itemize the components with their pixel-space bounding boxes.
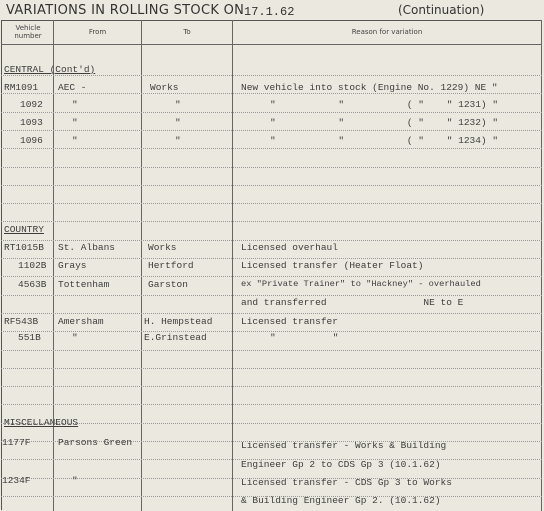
- table-row-reason: ex "Private Trainer" to "Hackney" - overhauled: [241, 279, 481, 289]
- table-row-from: St. Albans: [58, 242, 116, 253]
- ruled-line: [1, 368, 542, 369]
- table-row-to: Works: [148, 242, 177, 253]
- ruled-line: [1, 404, 542, 405]
- header-rule: [1, 44, 542, 45]
- table-row-vehicle: 1234F: [2, 475, 31, 486]
- ruled-line: [1, 276, 542, 277]
- table-row-vehicle: 1093: [20, 117, 43, 128]
- table-row-reason: New vehicle into stock (Engine No. 1229) NE ": [241, 82, 498, 93]
- ruled-line: [1, 203, 542, 204]
- table-row-to: ": [175, 117, 181, 128]
- document-date: 17.1.62: [244, 5, 295, 19]
- ruled-line: [1, 130, 542, 131]
- table-row-from: ": [72, 117, 78, 128]
- table-row-reason: & Building Engineer Gp 2. (10.1.62): [241, 495, 441, 506]
- table-row-from: ": [72, 99, 78, 110]
- table-row-to: H. Hempstead: [144, 316, 213, 327]
- table-row-reason: and transferred NE to E: [241, 297, 464, 308]
- ruled-line: [1, 386, 542, 387]
- table-row-to: Works: [150, 82, 179, 93]
- table-row-vehicle: RF543B: [4, 316, 39, 327]
- table-row-reason: Licensed transfer: [241, 316, 338, 327]
- table-row-vehicle: RM1091: [4, 82, 39, 93]
- ruled-line: [1, 221, 542, 222]
- table-row-vehicle: 1092: [20, 99, 43, 110]
- table-row-reason: Licensed transfer - Works & Building: [241, 440, 447, 451]
- column-header-from: From: [88, 28, 107, 36]
- table-row-reason: Licensed transfer (Heater Float): [241, 260, 424, 271]
- ruled-line: [1, 295, 542, 296]
- ruled-line: [1, 75, 542, 76]
- table-row-reason: Licensed overhaul: [241, 242, 338, 253]
- table-row-from: AEC -: [58, 82, 87, 93]
- table-row-vehicle: 4563B: [18, 279, 47, 290]
- table-row-to: Hertford: [148, 260, 194, 271]
- table-row-from: Grays: [58, 260, 87, 271]
- table-row-vehicle: 1177F: [2, 437, 31, 448]
- table-row-to: ": [175, 99, 181, 110]
- table-row-to: ": [175, 135, 181, 146]
- table-row-to: Garston: [148, 279, 188, 290]
- ruled-line: [1, 185, 542, 186]
- ruled-line: [1, 112, 542, 113]
- table-row-from: ": [72, 332, 78, 343]
- table-row-reason: " " ( " " 1234) ": [270, 135, 499, 146]
- table-row-reason: " " ( " " 1232) ": [270, 117, 499, 128]
- ruled-line: [1, 423, 542, 424]
- ruled-line: [1, 167, 542, 168]
- table-row-vehicle: RT1015B: [4, 242, 44, 253]
- table-row-vehicle: 1102B: [18, 260, 47, 271]
- ruled-line: [1, 350, 542, 351]
- section-central: CENTRAL (Cont'd): [4, 64, 96, 75]
- ruled-line: [1, 148, 542, 149]
- table-row-from: Parsons Green: [58, 437, 133, 448]
- column-header-vehicle: Vehicle number: [14, 24, 42, 40]
- section-miscellaneous: MISCELLANEOUS: [4, 417, 79, 428]
- document-title: VARIATIONS IN ROLLING STOCK ON: [6, 3, 245, 18]
- column-header-to: To: [183, 28, 191, 36]
- column-header-reason: Reason for variation: [351, 28, 423, 36]
- table-row-from: Amersham: [58, 316, 104, 327]
- ruled-line: [1, 313, 542, 314]
- table-row-from: ": [72, 475, 78, 486]
- ruled-line: [1, 240, 542, 241]
- table-row-from: ": [72, 135, 78, 146]
- table-row-reason: Engineer Gp 2 to CDS Gp 3 (10.1.62): [241, 459, 441, 470]
- table-row-to: E.Grinstead: [144, 332, 207, 343]
- table-row-vehicle: 551B: [18, 332, 41, 343]
- table-row-from: Tottenham: [58, 279, 110, 290]
- ruled-line: [1, 93, 542, 94]
- table-row-reason: " ": [270, 332, 339, 343]
- continuation-label: (Continuation): [398, 3, 485, 17]
- table-row-vehicle: 1096: [20, 135, 43, 146]
- ruled-line: [1, 258, 542, 259]
- table-row-reason: Licensed transfer - CDS Gp 3 to Works: [241, 477, 452, 488]
- section-country: COUNTRY: [4, 224, 44, 235]
- table-row-reason: " " ( " " 1231) ": [270, 99, 499, 110]
